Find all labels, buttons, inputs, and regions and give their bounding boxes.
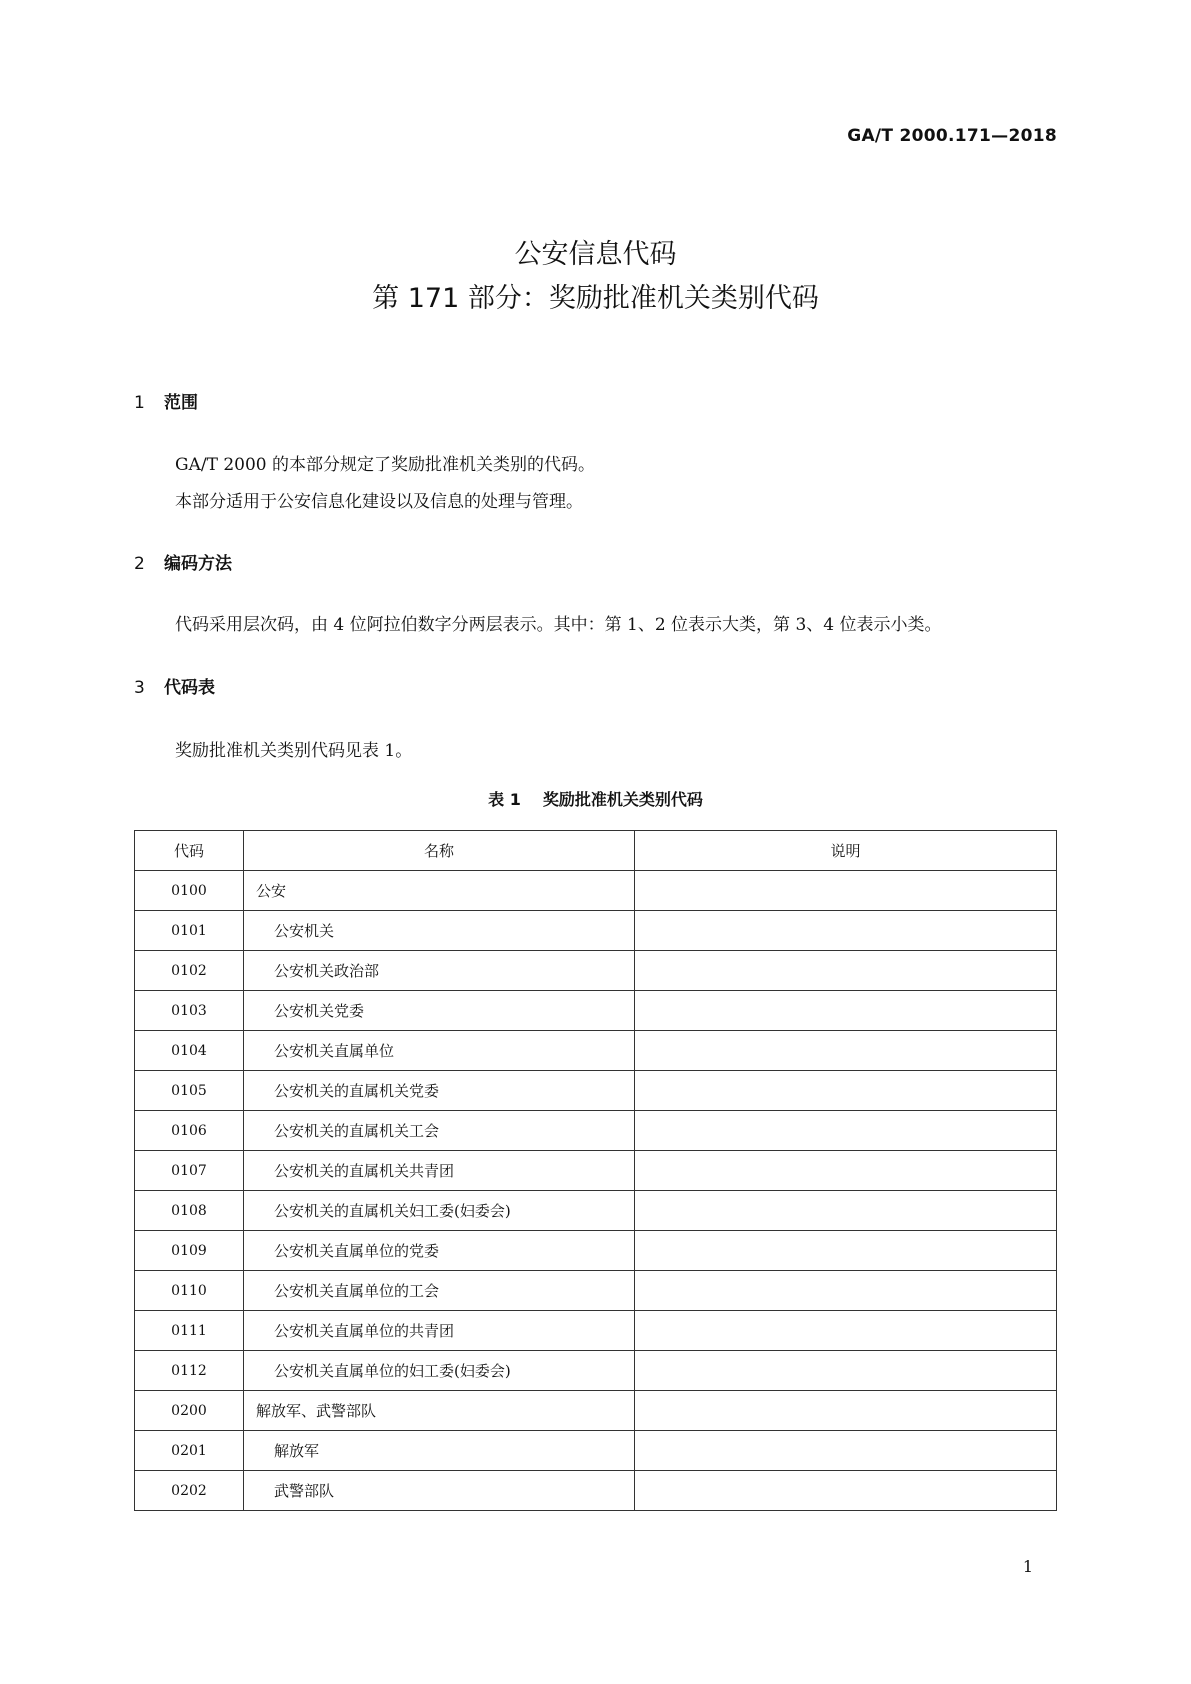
cell-name: 公安机关直属单位的妇工委(妇委会) [244,1351,635,1391]
cell-code: 0103 [135,991,244,1031]
section-number: 2 [134,554,145,574]
column-header-note: 说明 [635,831,1057,871]
cell-note [635,1391,1057,1431]
cell-note [635,1151,1057,1191]
cell-name: 公安机关的直属机关共青团 [244,1151,635,1191]
cell-note [635,1271,1057,1311]
cell-code: 0105 [135,1071,244,1111]
cell-note [635,911,1057,951]
cell-name: 公安机关直属单位 [244,1031,635,1071]
cell-note [635,871,1057,911]
table-row [135,1231,1057,1271]
section-number: 1 [134,393,145,413]
cell-code: 0106 [135,1111,244,1151]
cell-note [635,991,1057,1031]
cell-code: 0109 [135,1231,244,1271]
section-heading-scope [134,388,198,413]
cell-code: 0108 [135,1191,244,1231]
paragraph: 代码采用层次码，由 4 位阿拉伯数字分两层表示。其中：第 1、2 位表示大类，第 3、4 位表示小类。 [175,615,942,635]
standard-code: GA/T 2000.171—2018 [847,126,1057,146]
cell-name: 公安机关的直属机关妇工委(妇委会) [244,1191,635,1231]
cell-note [635,1231,1057,1271]
table-row [135,1111,1057,1151]
cell-code: 0102 [135,951,244,991]
table-caption-title: 奖励批准机关类别代码 [542,790,703,809]
cell-name: 公安机关政治部 [244,951,635,991]
section-heading-coding-method [134,549,232,574]
cell-code: 0200 [135,1391,244,1431]
cell-code: 0110 [135,1271,244,1311]
section-title: 代码表 [164,678,215,698]
table-header-row [135,831,1057,871]
page-number: 1 [1022,1557,1033,1576]
document-title: 公安信息代码 [514,239,677,270]
table-body [135,871,1057,1511]
cell-code: 0201 [135,1431,244,1471]
table-row [135,1151,1057,1191]
column-header-code: 代码 [135,831,244,871]
section-title: 范围 [164,393,198,413]
cell-note [635,1031,1057,1071]
cell-name: 公安机关直属单位的党委 [244,1231,635,1271]
cell-note [635,951,1057,991]
cell-name: 公安机关的直属机关党委 [244,1071,635,1111]
cell-code: 0101 [135,911,244,951]
paragraph: 本部分适用于公安信息化建设以及信息的处理与管理。 [175,492,583,512]
column-header-name: 名称 [244,831,635,871]
cell-note [635,1311,1057,1351]
cell-code: 0111 [135,1311,244,1351]
code-table [134,830,1057,1511]
table-row [135,871,1057,911]
cell-code: 0100 [135,871,244,911]
table-row [135,1271,1057,1311]
cell-name: 武警部队 [244,1471,635,1511]
paragraph: GA/T 2000 的本部分规定了奖励批准机关类别的代码。 [175,455,595,475]
cell-note [635,1351,1057,1391]
paragraph: 奖励批准机关类别代码见表 1。 [175,741,413,761]
cell-name: 公安机关 [244,911,635,951]
cell-name: 公安机关直属单位的工会 [244,1271,635,1311]
cell-name: 公安机关直属单位的共青团 [244,1311,635,1351]
cell-code: 0104 [135,1031,244,1071]
table-row [135,1191,1057,1231]
cell-note [635,1071,1057,1111]
cell-name: 解放军、武警部队 [244,1391,635,1431]
cell-name: 公安机关的直属机关工会 [244,1111,635,1151]
table-row [135,991,1057,1031]
table-row [135,1311,1057,1351]
table-row [135,1431,1057,1471]
cell-code: 0107 [135,1151,244,1191]
document-subtitle: 第 171 部分：奖励批准机关类别代码 [372,283,819,314]
cell-note [635,1191,1057,1231]
cell-note [635,1431,1057,1471]
table-row [135,951,1057,991]
section-number: 3 [134,678,145,698]
table-row [135,911,1057,951]
table-row [135,1351,1057,1391]
cell-note [635,1111,1057,1151]
table-row [135,1391,1057,1431]
section-heading-code-table [134,673,215,698]
cell-name: 解放军 [244,1431,635,1471]
table-caption [0,787,1191,810]
section-title: 编码方法 [164,554,232,574]
cell-code: 0112 [135,1351,244,1391]
table-caption-label: 表 1 [488,790,521,809]
table-row [135,1031,1057,1071]
cell-name: 公安机关党委 [244,991,635,1031]
table-row [135,1471,1057,1511]
cell-code: 0202 [135,1471,244,1511]
cell-name: 公安 [244,871,635,911]
table-row [135,1071,1057,1111]
cell-note [635,1471,1057,1511]
